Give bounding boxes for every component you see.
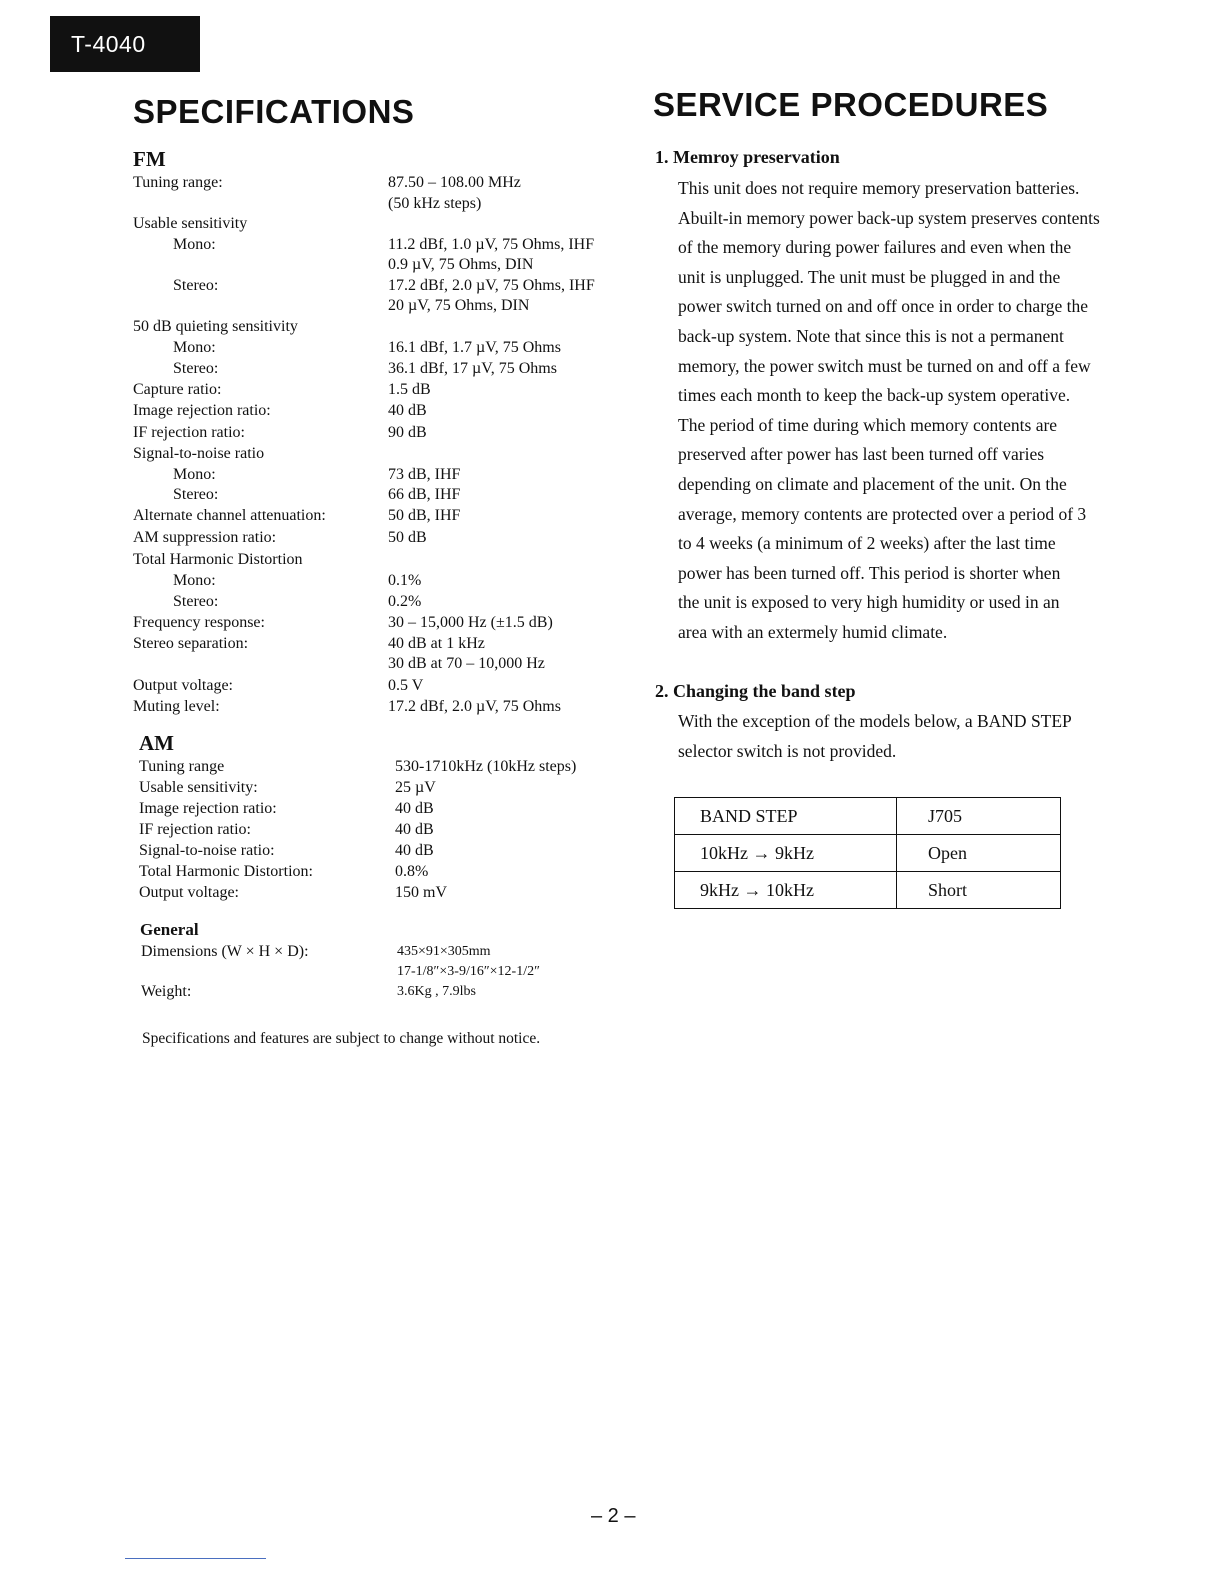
paragraph-line: times each month to keep the back-up system operative. <box>678 385 1071 406</box>
spec-label: Stereo: <box>173 360 219 377</box>
spec-value: 36.1 dBf, 17 µV, 75 Ohms <box>388 360 557 377</box>
model-tag: T-4040 <box>50 16 200 72</box>
band-step-heading: 2. Changing the band step <box>655 681 856 701</box>
band-step-table <box>674 797 1061 909</box>
spec-value: 30 – 15,000 Hz (±1.5 dB) <box>388 614 553 631</box>
spec-label: Signal-to-noise ratio: <box>139 842 275 859</box>
paragraph-line: depending on climate and placement of the unit. On the <box>678 474 1067 494</box>
spec-value: 435×91×305mm <box>397 944 491 959</box>
paragraph-line: average, memory contents are protected over a period of 3 <box>678 503 1087 524</box>
paragraph-line: preserved after power has last been turned off varies <box>678 444 1045 465</box>
spec-label: Dimensions (W × H × D): <box>141 943 309 960</box>
paragraph-line: power switch turned on and off once in order to charge the <box>678 296 1088 317</box>
spec-label: Image rejection ratio: <box>133 402 271 419</box>
spec-value: 17.2 dBf, 2.0 µV, 75 Ohms, IHF <box>388 277 595 294</box>
spec-value: 66 dB, IHF <box>388 486 461 503</box>
spec-label: Tuning range <box>139 758 225 775</box>
jumper-cell: Short <box>897 872 1061 909</box>
spec-value: 40 dB <box>395 842 434 859</box>
spec-value: 0.5 V <box>388 677 424 694</box>
spec-label: Stereo: <box>173 277 219 294</box>
spec-label: Total Harmonic Distortion: <box>139 863 313 880</box>
spec-footnote: Specifications and features are subject to change without notice. <box>142 1030 541 1047</box>
jumper-cell: Open <box>897 835 1061 872</box>
paragraph-line: power has been turned off. This period is shorter when <box>678 562 1061 583</box>
spec-value: 30 dB at 70 – 10,000 Hz <box>388 655 545 672</box>
spec-label: Capture ratio: <box>133 381 222 398</box>
spec-label: Mono: <box>173 466 216 483</box>
spec-label: IF rejection ratio: <box>133 424 245 441</box>
paragraph-line: area with an extermely humid climate. <box>678 622 948 642</box>
spec-value: 1.5 dB <box>388 381 431 398</box>
spec-label: Usable sensitivity <box>133 215 248 232</box>
spec-label: Total Harmonic Distortion <box>133 551 303 568</box>
spec-value: 73 dB, IHF <box>388 466 461 483</box>
spec-value: 40 dB <box>395 800 434 817</box>
spec-label: Image rejection ratio: <box>139 800 277 817</box>
spec-value: 40 dB <box>395 821 434 838</box>
spec-value: 3.6Kg , 7.9lbs <box>397 984 476 999</box>
paragraph-line: With the exception of the models below, a BAND STEP <box>678 711 1072 731</box>
spec-label: 50 dB quieting sensitivity <box>133 318 298 335</box>
spec-value: 530-1710kHz (10kHz steps) <box>395 758 577 775</box>
table-row <box>675 872 1061 909</box>
spec-value: 17.2 dBf, 2.0 µV, 75 Ohms <box>388 698 561 715</box>
spec-label: Alternate channel attenuation: <box>133 507 326 524</box>
spec-label: IF rejection ratio: <box>139 821 251 838</box>
paragraph-line: of the memory during power failures and even when the <box>678 237 1072 258</box>
spec-value: 0.8% <box>395 863 429 880</box>
spec-value: 16.1 dBf, 1.7 µV, 75 Ohms <box>388 339 561 356</box>
specifications-title: SPECIFICATIONS <box>133 93 415 130</box>
spec-label: Weight: <box>141 983 192 1000</box>
spec-value: 40 dB at 1 kHz <box>388 635 485 652</box>
spec-value: (50 kHz steps) <box>388 195 482 212</box>
spec-value: 0.1% <box>388 572 422 589</box>
fm-heading: FM <box>133 147 166 171</box>
general-heading: General <box>140 920 199 939</box>
spec-label: AM suppression ratio: <box>133 529 277 546</box>
spec-value: 40 dB <box>388 402 427 419</box>
spec-value: 90 dB <box>388 424 427 441</box>
footer-rule <box>125 1558 266 1559</box>
table-row <box>675 835 1061 872</box>
paragraph-line: Abuilt-in memory power back-up system preserves contents <box>678 207 1100 228</box>
spec-value: 50 dB, IHF <box>388 507 461 524</box>
spec-label: Frequency response: <box>133 614 265 631</box>
spec-label: Usable sensitivity: <box>139 779 258 796</box>
spec-value: 0.9 µV, 75 Ohms, DIN <box>388 256 534 273</box>
spec-value: 11.2 dBf, 1.0 µV, 75 Ohms, IHF <box>388 236 595 253</box>
paragraph-line: This unit does not require memory preservation batteries. <box>678 178 1080 198</box>
spec-label: Stereo: <box>173 486 219 503</box>
spec-value: 0.2% <box>388 593 422 610</box>
page-number: – 2 – <box>591 1505 636 1527</box>
paragraph-line: memory, the power switch must be turned on and off a few <box>678 355 1091 376</box>
paragraph-line: The period of time during which memory contents are <box>678 414 1058 435</box>
paragraph-line: unit is unplugged. The unit must be plugged in and the <box>678 266 1061 287</box>
spec-label: Muting level: <box>133 698 220 715</box>
spec-value: 50 dB <box>388 529 427 546</box>
paragraph-line: the unit is exposed to very high humidity or used in an <box>678 592 1060 613</box>
band-step-cell: 10kHz → 9kHz <box>675 835 897 872</box>
spec-label: Mono: <box>173 339 216 356</box>
spec-label: Stereo: <box>173 593 219 610</box>
jumper-cell: J705 <box>897 798 1061 835</box>
spec-label: Mono: <box>173 236 216 253</box>
spec-value: 87.50 – 108.00 MHz <box>388 174 521 191</box>
spec-value: 150 mV <box>395 884 447 901</box>
spec-label: Signal-to-noise ratio <box>133 445 265 462</box>
spec-label: Output voltage: <box>139 884 239 901</box>
spec-value: 17-1/8″×3-9/16″×12-1/2″ <box>397 964 540 979</box>
band-step-cell: 9kHz → 10kHz <box>675 872 897 909</box>
spec-label: Output voltage: <box>133 677 233 694</box>
paragraph-line: to 4 weeks (a minimum of 2 weeks) after the last time <box>678 533 1056 554</box>
spec-value: 20 µV, 75 Ohms, DIN <box>388 297 530 314</box>
spec-label: Mono: <box>173 572 216 589</box>
band-step-cell: BAND STEP <box>675 798 897 835</box>
memory-preservation-heading: 1. Memroy preservation <box>655 147 840 167</box>
spec-value: 25 µV <box>395 779 436 796</box>
table-row <box>675 798 1061 835</box>
paragraph-line: back-up system. Note that since this is not a permanent <box>678 326 1064 346</box>
spec-label: Tuning range: <box>133 174 223 191</box>
am-heading: AM <box>139 731 174 755</box>
spec-label: Stereo separation: <box>133 635 249 652</box>
paragraph-line: selector switch is not provided. <box>678 740 897 761</box>
service-procedures-title: SERVICE PROCEDURES <box>653 86 1049 123</box>
